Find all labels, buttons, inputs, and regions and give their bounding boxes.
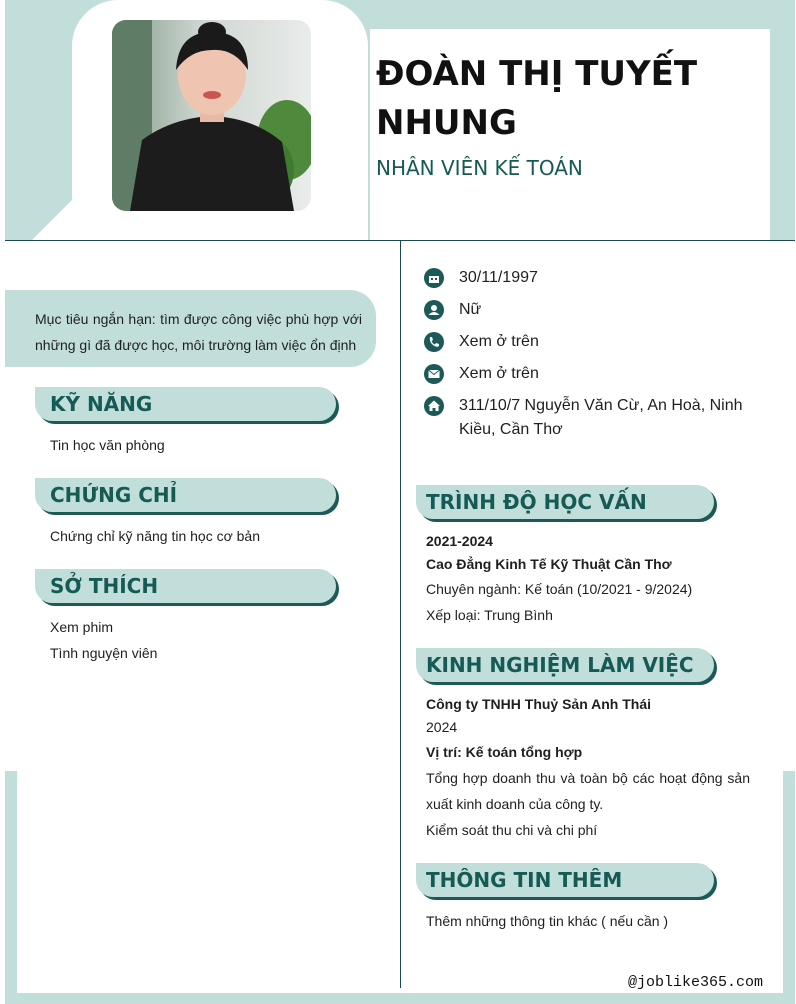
profile-photo [112, 20, 311, 211]
phone-icon [424, 332, 444, 352]
skills-heading: KỸ NĂNG [35, 387, 336, 421]
experience-description: Kiểm soát thu chi và chi phí [426, 822, 598, 838]
bottom-frame-left [5, 771, 17, 1004]
footer-watermark: @joblike365.com [628, 974, 764, 991]
column-divider [400, 241, 401, 988]
mail-icon [424, 364, 444, 384]
experience-position: Vị trí: Kế toán tổng hợp [426, 744, 583, 760]
calendar-icon [424, 268, 444, 288]
extra-info-text: Thêm những thông tin khác ( nếu cần ) [426, 913, 669, 929]
photo-backdrop-corner [30, 196, 76, 240]
education-school: Cao Đẳng Kinh Tế Kỹ Thuật Cần Thơ [426, 556, 672, 572]
hobbies-heading: SỞ THÍCH [35, 569, 336, 603]
bottom-frame-base [5, 993, 795, 1004]
hobby-item: Tình nguyện viên [50, 645, 158, 661]
gender-value: Nữ [459, 301, 482, 318]
education-heading: TRÌNH ĐỘ HỌC VẤN [416, 485, 714, 519]
bottom-frame-right [783, 771, 795, 1004]
certificates-heading: CHỨNG CHỈ [35, 478, 336, 512]
extra-info-heading: THÔNG TIN THÊM [416, 863, 714, 897]
job-title: NHÂN VIÊN KẾ TOÁN [376, 156, 583, 180]
experience-description: Tổng hợp doanh thu và toàn bộ các hoạt động sản xuất kinh doanh của công ty. [426, 770, 750, 812]
skill-item: Tin học văn phòng [50, 437, 165, 453]
address-value: 311/10/7 Nguyễn Văn Cừ, An Hoà, Ninh Kiều, Cần Thơ [459, 397, 743, 438]
education-major: Chuyên ngành: Kế toán (10/2021 - 9/2024) [426, 581, 693, 597]
experience-heading: KINH NGHIỆM LÀM VIỆC [416, 648, 714, 682]
email-value: Xem ở trên [459, 365, 539, 382]
certificate-item: Chứng chỉ kỹ năng tin học cơ bản [50, 528, 261, 544]
hobby-item: Xem phim [50, 619, 114, 635]
home-icon [424, 396, 444, 416]
experience-company: Công ty TNHH Thuỷ Sản Anh Thái [426, 696, 652, 712]
education-period: 2021-2024 [426, 533, 493, 549]
experience-year: 2024 [426, 719, 458, 735]
objective-box: Mục tiêu ngắn hạn: tìm được công việc phù hợp với những gì đã được học, môi trường làm việc ổn định [5, 290, 376, 367]
person-icon [424, 300, 444, 320]
candidate-name: ĐOÀN THỊ TUYẾT NHUNG [376, 54, 698, 143]
phone-value: Xem ở trên [459, 333, 539, 350]
education-rank: Xếp loại: Trung Bình [426, 607, 553, 623]
birthday-value: 30/11/1997 [459, 269, 538, 286]
